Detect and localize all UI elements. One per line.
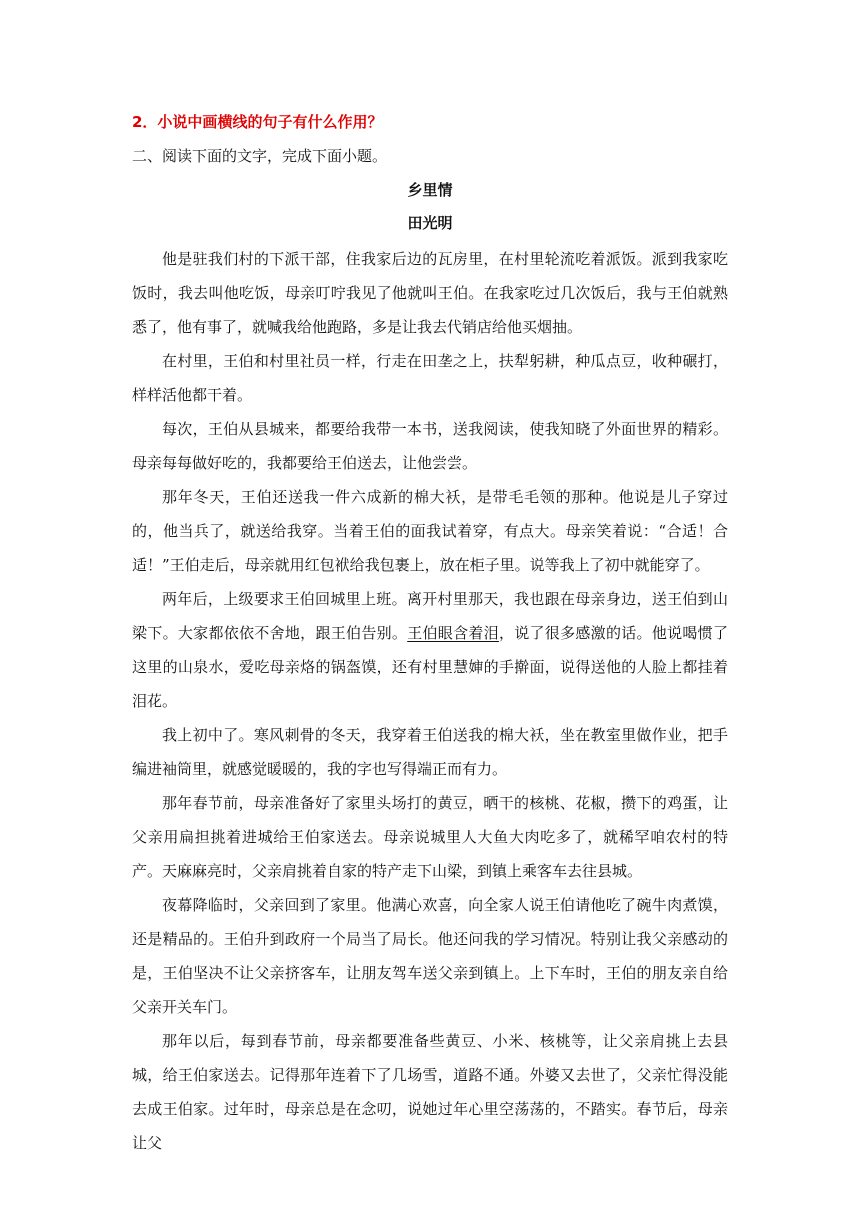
story-title: 乡里情 bbox=[407, 181, 453, 199]
story-author: 田光明 bbox=[407, 214, 453, 232]
section-heading: 二、阅读下面的文字，完成下面小题。 bbox=[132, 147, 388, 165]
paragraph: 那年冬天，王伯还送我一件六成新的棉大袄，是带毛毛领的那种。他说是儿子穿过的，他当兵了，就送给我穿。当着王伯的面我试着穿，有点大。母亲笑着说：“合适！合适！”王伯走后，母亲就用红包袱给我包裹上，放在柜子里。说等我上了初中就能穿了。 bbox=[132, 488, 728, 574]
paragraph-text: ，说了很多感激的话。他说喝惯了这里的山泉水，爱吃母亲烙的锅盔馍，还有村里慧婶的手擀面，说得送他的人脸上都挂着泪花。 bbox=[132, 624, 728, 710]
paragraph: 夜幕降临时，父亲回到了家里。他满心欢喜，向全家人说王伯请他吃了碗牛肉煮馍，还是精品的。王伯升到政府一个局当了局长。他还问我的学习情况。特别让我父亲感动的是，王伯坚决不让父亲挤客车，让朋友驾车送父亲到镇上。上下车时，王伯的朋友亲自给父亲开关车门。 bbox=[132, 896, 728, 1016]
paragraph: 他是驻我们村的下派干部，住我家后边的瓦房里，在村里轮流吃着派饭。派到我家吃饭时，我去叫他吃饭，母亲叮咛我见了他就叫王伯。在我家吃过几次饭后，我与王伯就熟悉了，他有事了，就喊我给他跑路，多是让我去代销店给他买烟抽。 bbox=[132, 250, 728, 336]
paragraph: 那年春节前，母亲准备好了家里头场打的黄豆，晒干的核桃、花椒，攒下的鸡蛋，让父亲用扁担挑着进城给王伯家送去。母亲说城里人大鱼大肉吃多了，就稀罕咱农村的特产。天麻麻亮时，父亲肩挑着自家的特产走下山梁，到镇上乘客车去往县城。 bbox=[132, 794, 728, 880]
paragraph bbox=[132, 582, 728, 718]
question-2: 2．小说中画横线的句子有什么作用？ bbox=[132, 113, 383, 131]
paragraph: 每次，王伯从县城来，都要给我带一本书，送我阅读，使我知晓了外面世界的精彩。母亲每每做好吃的，我都要给王伯送去，让他尝尝。 bbox=[132, 420, 728, 472]
paragraph: 我上初中了。寒风刺骨的冬天，我穿着王伯送我的棉大袄，坐在教室里做作业，把手编进袖筒里，就感觉暖暖的，我的字也写得端正而有力。 bbox=[132, 726, 728, 778]
paragraph-text: 两年后，上级要求王伯回城里上班。离开村里那天，我也跟在母亲身边，送王伯到山梁下。大家都依依不舍地，跟王伯告别。 bbox=[132, 590, 728, 642]
paragraph: 在村里，王伯和村里社员一样，行走在田垄之上，扶犁躬耕，种瓜点豆，收种碾打，样样活他都干着。 bbox=[132, 352, 728, 404]
story-body bbox=[132, 242, 728, 1160]
paragraph: 那年以后，每到春节前，母亲都要准备些黄豆、小米、核桃等，让父亲肩挑上去县城，给王伯家送去。记得那年连着下了几场雪，道路不通。外婆又去世了，父亲忙得没能去成王伯家。过年时，母亲总是在念叨，说她过年心里空荡荡的，不踏实。春节后，母亲让父 bbox=[132, 1032, 728, 1152]
underlined-sentence: 王伯眼含着泪 bbox=[407, 624, 499, 642]
